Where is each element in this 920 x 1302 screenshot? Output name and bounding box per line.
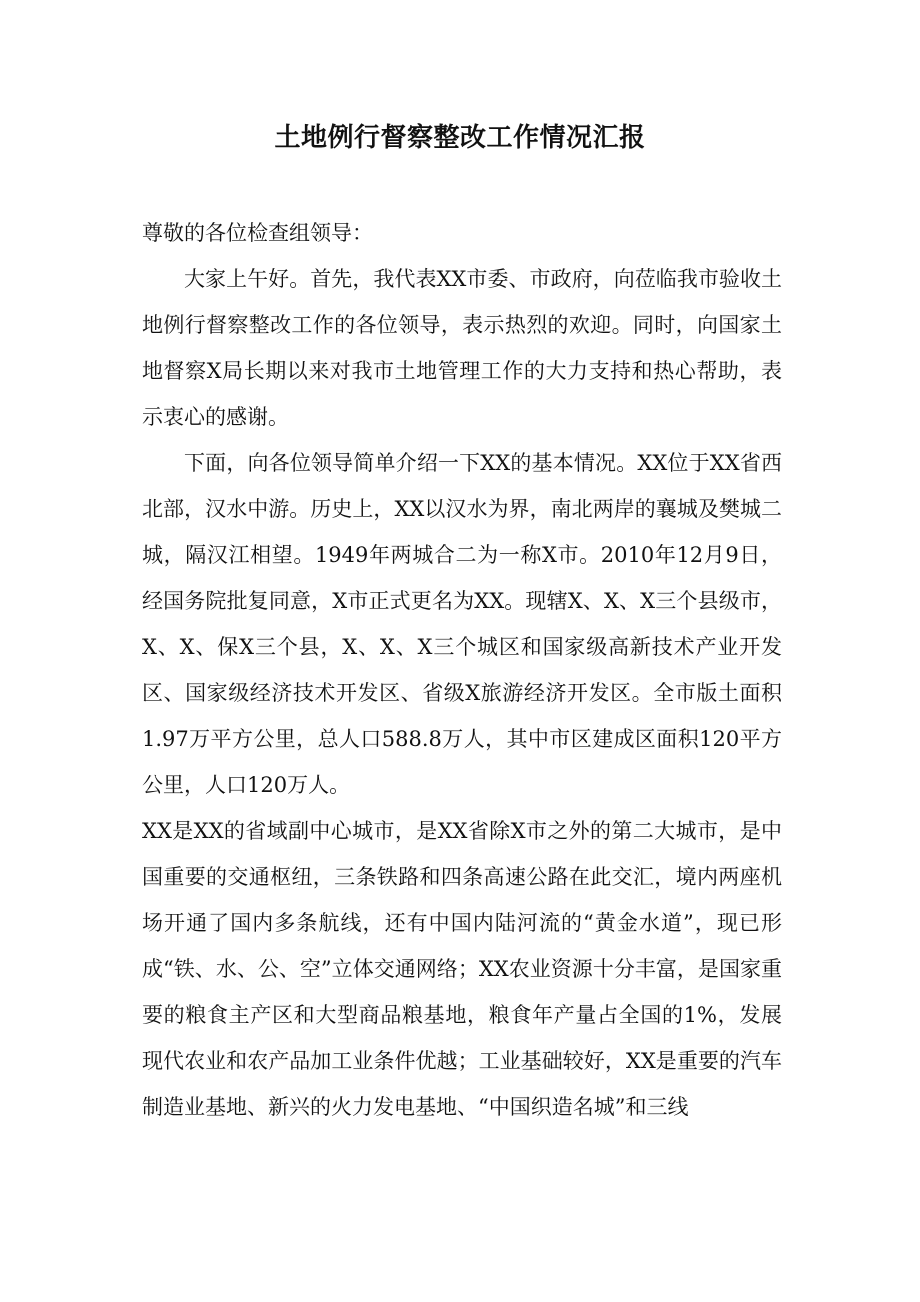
paragraph-city-advantages: XX是XX的省域副中心城市，是XX省除X市之外的第二大城市，是中国重要的交通枢纽，三条铁路和四条高速公路在此交汇，境内两座机场开通了国内多条航线，还有中国内陆河流的“黄金水道”，现已形成“铁、水、公、空”立体交通网络；XX农业资源十分丰富，是国家重要的粮食主产区和大型商品粮基地，粮食年产量占全国的1%，发展现代农业和农产品加工业条件优越；工业基础较好，XX是重要的汽车制造业基地、新兴的火力发电基地、“中国织造名城”和三线 (142, 819, 782, 1119)
paragraph-welcome: 大家上午好。首先，我代表XX市委、市政府，向莅临我市验收土地例行督察整改工作的各位领导，表示热烈的欢迎。同时，向国家土地督察X局长期以来对我市土地管理工作的大力支持和热心帮助，表示衷心的感谢。 (142, 267, 782, 429)
document-title: 土地例行督察整改工作情况汇报 (274, 123, 646, 153)
greeting-line: 尊敬的各位检查组领导： (142, 221, 373, 245)
paragraph-city-overview: 下面，向各位领导简单介绍一下XX的基本情况。XX位于XX省西北部，汉水中游。历史上，XX以汉水为界，南北两岸的襄城及樊城二城，隔汉江相望。1949年两城合二为一称X市。2010年12月9日，经国务院批复同意，X市正式更名为XX。现辖X、X、X三个县级市，X、X、保X三个县，X、X、X三个城区和国家级高新技术产业开发区、国家级经济技术开发区、省级X旅游经济开发区。全市版土面积1.97万平方公里，总人口588.8万人，其中市区建成区面积120平方公里，人口120万人。 (142, 451, 782, 797)
document-body (142, 210, 782, 1130)
